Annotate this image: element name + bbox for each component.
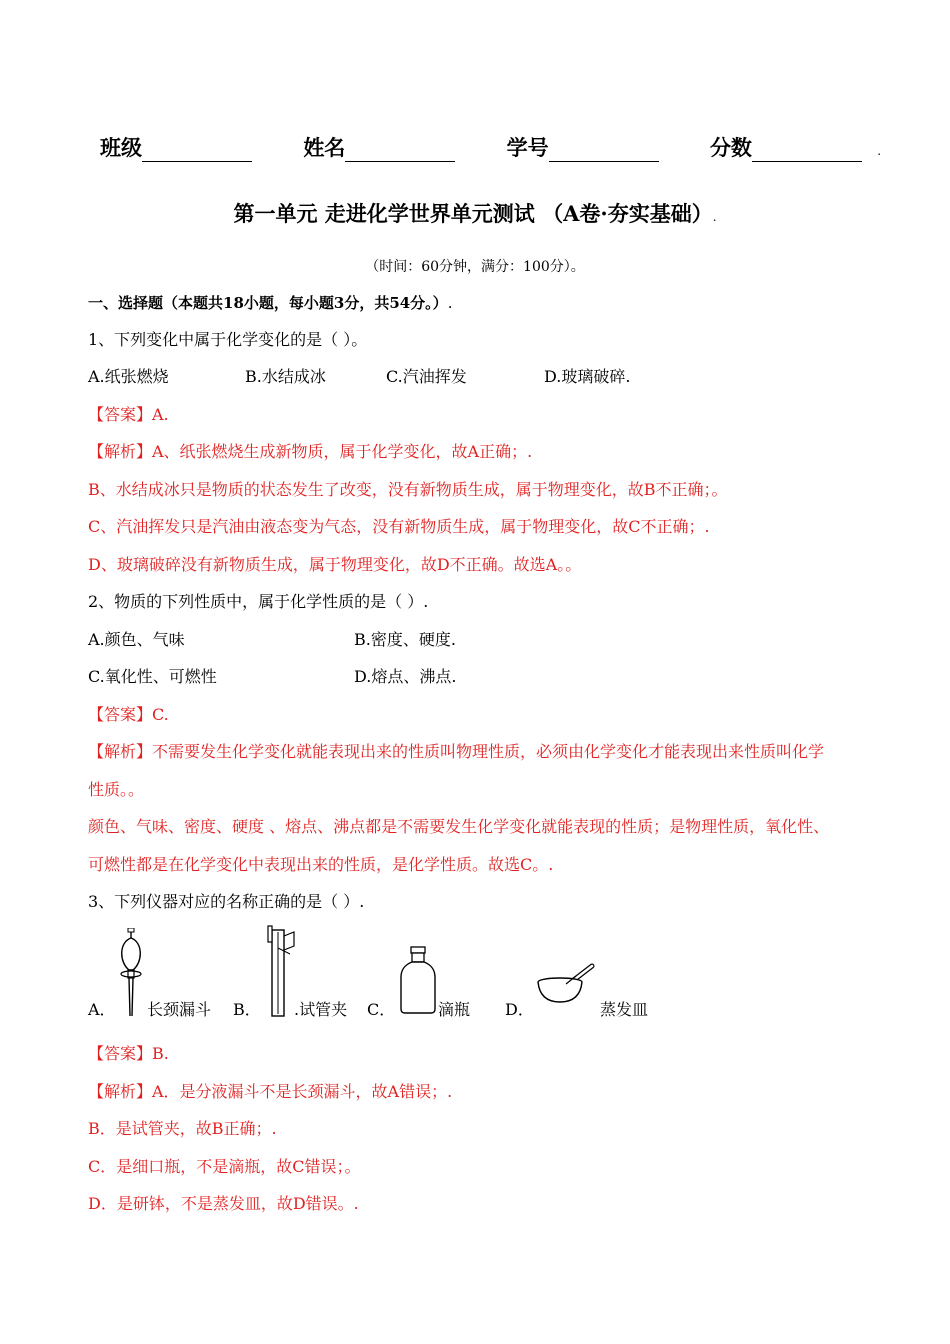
- student-info-header: [100, 132, 881, 162]
- q3-option-d-name: 蒸发皿: [600, 1000, 649, 1019]
- q2-option-b: B.密度、硬度.: [354, 630, 456, 649]
- q1-answer: 【答案】A.: [88, 405, 169, 424]
- header-mark: .: [877, 144, 882, 158]
- section-mark: .: [447, 294, 453, 312]
- q2-analysis-1: 【解析】不需要发生化学变化就能表现出来的性质叫物理性质，必须由化学变化才能表现出来性质叫化学: [88, 742, 825, 761]
- title-mark: .: [712, 210, 717, 224]
- score-blank: [752, 139, 862, 162]
- q3-option-b-name: .试管夹: [294, 1000, 348, 1019]
- q1-stem: 1、下列变化中属于化学变化的是（ ）。: [88, 330, 368, 349]
- q2-answer: 【答案】C.: [88, 705, 169, 724]
- q1-analysis-3: C、汽油挥发只是汽油由液态变为气态，没有新物质生成，属于物理变化，故C不正确；.: [88, 517, 710, 536]
- q2-analysis-2: 性质。。: [88, 780, 145, 799]
- class-field: [100, 132, 252, 162]
- q3-analysis-4: D．是研钵，不是蒸发皿，故D错误。.: [88, 1194, 359, 1213]
- section-heading: 一、选择题（本题共18小题，每小题3分，共54分。）.: [88, 294, 453, 312]
- q1-option-d: D.玻璃破碎.: [544, 367, 631, 386]
- name-field: [303, 132, 455, 162]
- id-field: [507, 132, 659, 162]
- id-blank: [549, 139, 659, 162]
- q2-option-c: C.氧化性、可燃性: [88, 667, 217, 686]
- q1-option-a: A.纸张燃烧: [88, 367, 169, 386]
- reagent-bottle-icon: [398, 945, 438, 1015]
- score-field: [710, 132, 862, 162]
- q1-option-b: B.水结成冰: [245, 367, 326, 386]
- q3-option-c-letter: C．: [367, 1000, 396, 1019]
- score-label: 分数: [709, 135, 752, 160]
- page-title: 第一单元 走进化学世界单元测试 （A卷·夯实基础）.: [233, 201, 717, 226]
- name-blank: [345, 139, 455, 162]
- q3-option-d-letter: D．: [505, 1000, 534, 1019]
- page-subtitle: （时间：60分钟，满分：100分）。: [365, 259, 585, 275]
- q1-option-c: C.汽油挥发: [386, 367, 467, 386]
- q1-analysis-2: B、水结成冰只是物质的状态发生了改变，没有新物质生成，属于物理变化，故B不正确；。: [88, 480, 728, 499]
- class-label: 班级: [100, 135, 142, 160]
- q3-analysis-1: 【解析】A．是分液漏斗不是长颈漏斗，故A错误；.: [88, 1082, 453, 1101]
- q2-stem: 2、物质的下列性质中，属于化学性质的是（ ）.: [88, 592, 429, 611]
- q3-option-c-name: 滴瓶: [438, 1000, 471, 1019]
- q3-analysis-2: B．是试管夹，故B正确；.: [88, 1119, 277, 1138]
- q3-option-a-name: 长颈漏斗: [147, 1000, 212, 1019]
- q1-analysis-4: D、玻璃破碎没有新物质生成，属于物理变化，故D不正确。故选A。。: [88, 555, 582, 574]
- q2-option-a: A.颜色、气味: [88, 630, 185, 649]
- q1-analysis-1: 【解析】A、纸张燃烧生成新物质，属于化学变化，故A正确；.: [88, 442, 533, 461]
- q2-analysis-3: 颜色、气味、密度、硬度 、熔点、沸点都是不需要发生化学变化就能表现的性质；是物理性质，氧化性、: [88, 817, 830, 836]
- id-label: 学号: [506, 135, 549, 160]
- separatory-funnel-icon: [115, 928, 147, 1020]
- q3-answer: 【答案】B.: [88, 1044, 169, 1063]
- q3-option-a-letter: A．: [88, 1000, 116, 1019]
- q2-option-d: D.熔点、沸点.: [354, 667, 457, 686]
- class-blank: [142, 139, 252, 162]
- q3-option-b-letter: B．: [233, 1000, 261, 1019]
- q3-analysis-3: C．是细口瓶，不是滴瓶，故C错误；。: [88, 1157, 361, 1176]
- mortar-pestle-icon: [536, 962, 598, 1006]
- q3-stem: 3、下列仪器对应的名称正确的是（ ）.: [88, 892, 365, 911]
- name-label: 姓名: [303, 135, 346, 160]
- test-tube-clamp-icon: [264, 924, 298, 1018]
- q2-analysis-4: 可燃性都是在化学变化中表现出来的性质，是化学性质。故选C。.: [88, 855, 554, 874]
